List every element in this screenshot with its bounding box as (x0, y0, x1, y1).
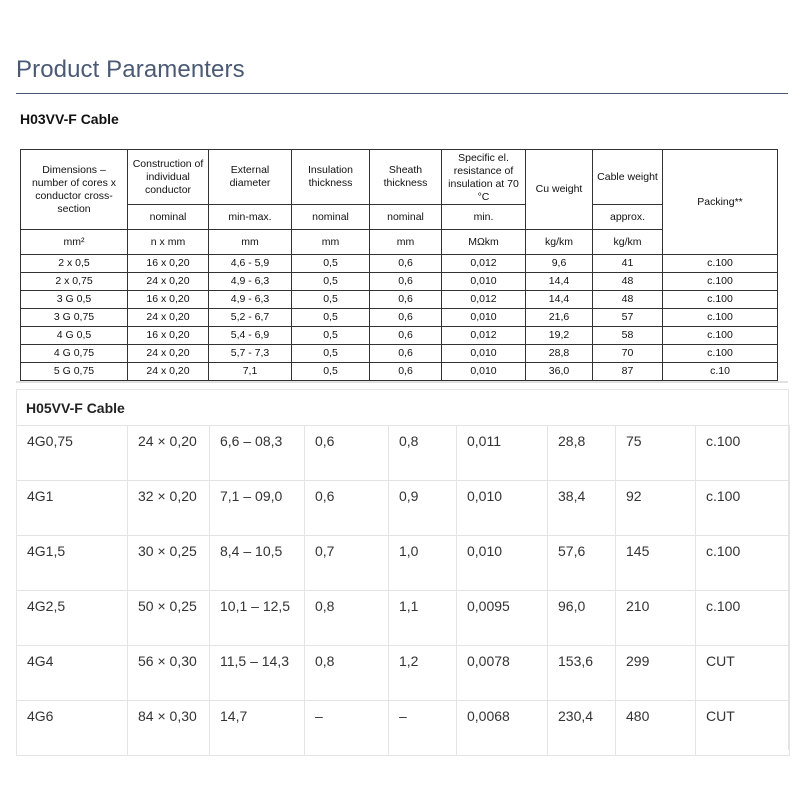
h03-table-cell: 16 x 0,20 (128, 255, 209, 273)
h03-table-cell: 58 (593, 327, 663, 345)
h05-table-cell: c.100 (696, 481, 790, 536)
h05-table-cell: – (305, 701, 389, 756)
h03-table-cell: 4,9 - 6,3 (209, 273, 292, 291)
h03-table-cell: 0,5 (292, 273, 370, 291)
h05-heading: H05VV-F Cable (26, 400, 125, 416)
h03-table-cell: 4 G 0,5 (21, 327, 128, 345)
h05-table-cell: 0,9 (389, 481, 457, 536)
h03-unit: mm (370, 230, 442, 255)
h03-table-cell: 2 x 0,75 (21, 273, 128, 291)
h05-table-cell: 0,8 (305, 646, 389, 701)
h03-table-cell: 0,6 (370, 345, 442, 363)
h03-table (20, 149, 778, 381)
h03-table-cell: 3 G 0,5 (21, 291, 128, 309)
h03-table-cell: 70 (593, 345, 663, 363)
h05-table-cell: 30 × 0,25 (128, 536, 210, 591)
h05-table-cell: 24 × 0,20 (128, 426, 210, 481)
h05-table-cell: 4G2,5 (17, 591, 128, 646)
h05-table-cell: 28,8 (548, 426, 616, 481)
h05-table-cell: 230,4 (548, 701, 616, 756)
h05-table-cell: 10,1 – 12,5 (210, 591, 305, 646)
h03-subheader: nominal (370, 205, 442, 230)
h03-table-cell: 41 (593, 255, 663, 273)
h05-table-cell: 0,7 (305, 536, 389, 591)
h03-unit: kg/km (526, 230, 593, 255)
h03-subheader: nominal (292, 205, 370, 230)
h05-table-cell: c.100 (696, 591, 790, 646)
h03-table-cell: c.100 (663, 255, 778, 273)
h03-table-row (21, 363, 778, 381)
h03-table-cell: 0,010 (442, 345, 526, 363)
h03-header-cable-weight: Cable weight (593, 150, 663, 205)
h03-table-cell: 24 x 0,20 (128, 273, 209, 291)
h03-table-cell: 57 (593, 309, 663, 327)
h05-table-cell: 0,8 (305, 591, 389, 646)
h03-table-cell: 4,6 - 5,9 (209, 255, 292, 273)
h05-table-cell: 145 (616, 536, 696, 591)
h03-header-sheath: Sheath thickness (370, 150, 442, 205)
h03-unit: n x mm (128, 230, 209, 255)
h03-table-cell: 0,010 (442, 273, 526, 291)
h03-table-cell: 0,5 (292, 327, 370, 345)
h03-table-cell: 0,5 (292, 309, 370, 327)
h05-table-cell: 8,4 – 10,5 (210, 536, 305, 591)
h05-table-cell: 0,010 (457, 536, 548, 591)
h03-table-cell: 0,012 (442, 255, 526, 273)
h05-table-cell: 0,010 (457, 481, 548, 536)
h03-table-cell: c.100 (663, 291, 778, 309)
h05-table-cell: 32 × 0,20 (128, 481, 210, 536)
h03-header-cu: Cu weight (526, 150, 593, 230)
h05-table-cell: 0,0078 (457, 646, 548, 701)
h03-table-cell: 3 G 0,75 (21, 309, 128, 327)
h05-table-cell: 0,6 (305, 426, 389, 481)
h03-table-cell: 0,6 (370, 327, 442, 345)
h03-table-cell: 28,8 (526, 345, 593, 363)
section-divider (16, 381, 788, 383)
h05-table-cell: 299 (616, 646, 696, 701)
h05-table-row (17, 701, 790, 756)
h05-table-cell: CUT (696, 701, 790, 756)
h05-table-cell: 210 (616, 591, 696, 646)
h03-table-cell: 24 x 0,20 (128, 363, 209, 381)
h03-table-cell: 0,012 (442, 327, 526, 345)
h03-table-cell: 5,4 - 6,9 (209, 327, 292, 345)
h03-table-row (21, 291, 778, 309)
h05-table-row (17, 481, 790, 536)
h05-table-row (17, 426, 790, 481)
h03-table-cell: 0,6 (370, 309, 442, 327)
h03-unit: MΩkm (442, 230, 526, 255)
h03-table-row (21, 255, 778, 273)
h03-header-packing: Packing** (663, 150, 778, 255)
h05-table-cell: 0,011 (457, 426, 548, 481)
h03-table-cell: 0,6 (370, 273, 442, 291)
h05-table-cell: 6,6 – 08,3 (210, 426, 305, 481)
h03-table-cell: 0,5 (292, 255, 370, 273)
h03-table-cell: 21,6 (526, 309, 593, 327)
h05-table-cell: CUT (696, 646, 790, 701)
h03-header-specific (442, 150, 526, 205)
h03-unit: mm² (21, 230, 128, 255)
h03-table-cell: c.100 (663, 273, 778, 291)
h05-table-cell: 4G1 (17, 481, 128, 536)
h03-header-dimensions: Dimensions – number of cores x conductor cross-section (21, 150, 128, 230)
h03-table-row (21, 327, 778, 345)
h05-table-cell: 92 (616, 481, 696, 536)
h03-header-insulation: Insulation thickness (292, 150, 370, 205)
h03-header-external: External diameter (209, 150, 292, 205)
h05-table-cell: 480 (616, 701, 696, 756)
h03-unit: kg/km (593, 230, 663, 255)
h05-table (16, 425, 790, 756)
h03-subheader: nominal (128, 205, 209, 230)
h03-table-cell: c.100 (663, 327, 778, 345)
page-title: Product Paramenters (16, 56, 245, 83)
h03-heading: H03VV-F Cable (20, 111, 119, 127)
h05-table-row (17, 646, 790, 701)
h05-table-cell: 4G1,5 (17, 536, 128, 591)
h05-table-cell: 7,1 – 09,0 (210, 481, 305, 536)
h03-table-cell: 0,010 (442, 309, 526, 327)
h05-table-cell: c.100 (696, 426, 790, 481)
h03-table-cell: 24 x 0,20 (128, 309, 209, 327)
h03-unit: mm (209, 230, 292, 255)
h03-subheader: min-max. (209, 205, 292, 230)
h05-table-cell: 4G0,75 (17, 426, 128, 481)
h03-table-cell: c.100 (663, 345, 778, 363)
h03-table-cell: 9,6 (526, 255, 593, 273)
h05-table-cell: 1,0 (389, 536, 457, 591)
h03-table-cell: 0,012 (442, 291, 526, 309)
h03-table-cell: 4 G 0,75 (21, 345, 128, 363)
h03-table-cell: 14,4 (526, 291, 593, 309)
h03-table-cell: 16 x 0,20 (128, 327, 209, 345)
h03-table-cell: 4,9 - 6,3 (209, 291, 292, 309)
h05-table-row (17, 536, 790, 591)
h03-table-cell: 0,5 (292, 291, 370, 309)
h03-subheader: min. (442, 205, 526, 230)
h03-subheader: approx. (593, 205, 663, 230)
h03-table-cell: 0,010 (442, 363, 526, 381)
h03-header-construction: Construction of individual conductor (128, 150, 209, 205)
h03-table-cell: 0,5 (292, 363, 370, 381)
h05-table-cell: 84 × 0,30 (128, 701, 210, 756)
h03-table-cell: 0,5 (292, 345, 370, 363)
h05-table-cell: c.100 (696, 536, 790, 591)
h05-table-cell: 1,2 (389, 646, 457, 701)
h03-table-cell: 2 x 0,5 (21, 255, 128, 273)
h05-table-cell: 1,1 (389, 591, 457, 646)
h05-table-cell: 38,4 (548, 481, 616, 536)
h05-table-cell: 153,6 (548, 646, 616, 701)
h03-table-cell: 7,1 (209, 363, 292, 381)
h05-table-cell: 11,5 – 14,3 (210, 646, 305, 701)
h03-table-cell: 48 (593, 273, 663, 291)
h03-table-cell: 24 x 0,20 (128, 345, 209, 363)
h03-table-cell: c.10 (663, 363, 778, 381)
h03-table-row (21, 345, 778, 363)
h03-unit: mm (292, 230, 370, 255)
h05-table-cell: 50 × 0,25 (128, 591, 210, 646)
h05-table-cell: 75 (616, 426, 696, 481)
h03-table-cell: 5 G 0,75 (21, 363, 128, 381)
h03-header-specific-text: Specific el. resistance of insulation at 70 (448, 152, 519, 190)
h03-table-cell: 0,6 (370, 291, 442, 309)
h05-table-row (17, 591, 790, 646)
h05-table-cell: 4G4 (17, 646, 128, 701)
h03-table-cell: 16 x 0,20 (128, 291, 209, 309)
h05-table-cell: 4G6 (17, 701, 128, 756)
h03-table-cell: 36,0 (526, 363, 593, 381)
h05-table-cell: 56 × 0,30 (128, 646, 210, 701)
h05-table-cell: 0,0095 (457, 591, 548, 646)
h03-table-cell: 5,2 - 6,7 (209, 309, 292, 327)
h05-table-cell: – (389, 701, 457, 756)
h03-header-specific-cut: °C (477, 191, 490, 203)
h05-table-cell: 57,6 (548, 536, 616, 591)
h03-table-cell: 14,4 (526, 273, 593, 291)
h03-table-cell: 0,6 (370, 363, 442, 381)
h03-table-cell: 87 (593, 363, 663, 381)
h03-table-cell: 5,7 - 7,3 (209, 345, 292, 363)
h05-table-cell: 0,6 (305, 481, 389, 536)
title-divider (16, 93, 788, 94)
h03-table-row (21, 273, 778, 291)
h03-table-cell: 0,6 (370, 255, 442, 273)
h05-table-cell: 96,0 (548, 591, 616, 646)
h03-table-cell: c.100 (663, 309, 778, 327)
h05-table-cell: 0,0068 (457, 701, 548, 756)
h05-table-cell: 14,7 (210, 701, 305, 756)
h03-table-cell: 19,2 (526, 327, 593, 345)
h03-table-row (21, 309, 778, 327)
h03-table-cell: 48 (593, 291, 663, 309)
h05-table-cell: 0,8 (389, 426, 457, 481)
